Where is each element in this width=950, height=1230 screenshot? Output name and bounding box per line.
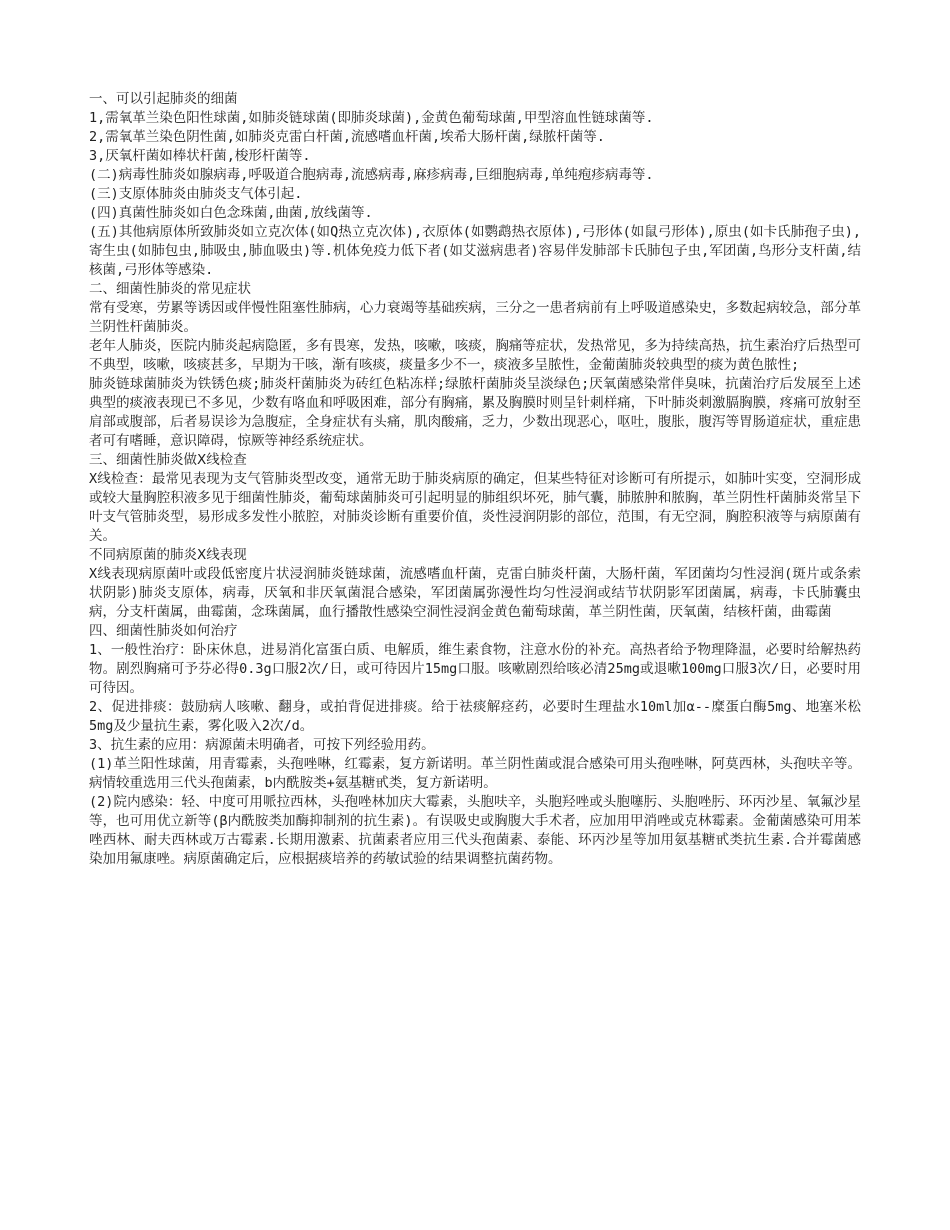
section-heading: 二、细菌性肺炎的常见症状 bbox=[89, 281, 251, 297]
paragraph: 2、促进排痰：鼓励病人咳嗽、翻身，或拍背促进排痰。给于祛痰解痉药，必要时生理盐水10ml加α--糜蛋白酶5mg、地塞米松5mg及少量抗生素，雾化吸入2次/d。 bbox=[89, 699, 861, 734]
paragraph: 老年人肺炎，医院内肺炎起病隐匿，多有畏寒，发热，咳嗽，咳痰，胸痛等症状，发热常见，多为持续高热，抗生素治疗后热型可不典型，咳嗽，咳痰甚多，早期为干咳，渐有咳痰，痰量多少不一，痰液多呈脓性，金葡菌肺炎较典型的痰为黄色脓性; bbox=[89, 338, 861, 373]
paragraph: X线表现病原菌叶或段低密度片状浸润肺炎链球菌，流感嗜血杆菌，克雷白肺炎杆菌，大肠杆菌，军团菌均匀性浸润(斑片或条索状阴影)肺炎支原体，病毒，厌氧和非厌氧菌混合感染，军团菌属弥漫性均匀性浸润或结节状阴影军团菌属，病毒，卡氏肺囊虫病，分支杆菌属，曲霉菌，念珠菌属，血行播散性感染空洞性浸润金黄色葡萄球菌，革兰阴性菌，厌氧菌，结核杆菌，曲霉菌 bbox=[89, 566, 861, 620]
paragraph: 1,需氧革兰染色阳性球菌,如肺炎链球菌(即肺炎球菌),金黄色葡萄球菌,甲型溶血性链球菌等. bbox=[89, 110, 654, 126]
section-symptoms bbox=[89, 280, 861, 451]
paragraph: (三)支原体肺炎由肺炎支气体引起. bbox=[89, 186, 303, 202]
paragraph: (五)其他病原体所致肺炎如立克次体(如Q热立克次体),衣原体(如鹦鹉热衣原体),弓形体(如鼠弓形体),原虫(如卡氏肺孢子虫),寄生虫(如肺包虫,肺吸虫,肺血吸虫)等.机体免疫力低下者(如艾滋病患者)容易伴发肺部卡氏肺包子虫,军团菌,鸟形分支杆菌,结核菌,弓形体等感染. bbox=[89, 224, 861, 278]
paragraph: (二)病毒性肺炎如腺病毒,呼吸道合胞病毒,流感病毒,麻疹病毒,巨细胞病毒,单纯疱疹病毒等. bbox=[89, 167, 654, 183]
section-heading: 三、细菌性肺炎做X线检查 bbox=[89, 452, 247, 468]
paragraph: (2)院内感染：轻、中度可用哌拉西林，头孢唑林加庆大霉素，头胞呋辛，头胞羟唑或头胞噻肟、头胞唑肟、环丙沙星、氧氟沙星等，也可用优立新等(β内酰胺类加酶抑制剂的抗生素)。有误吸史或胸腹大手术者，应加用甲消唑或克林霉素。金葡菌感染可用苯唑西林、耐夫西林或万古霉素.长期用激素、抗菌素者应用三代头孢菌素、泰能、环丙沙星等加用氨基糖甙类抗生素.合并霉菌感染加用氟康唑。病原菌确定后，应根据痰培养的药敏试验的结果调整抗菌药物。 bbox=[89, 794, 861, 867]
paragraph: X线检查：最常见表现为支气管肺炎型改变，通常无助于肺炎病原的确定，但某些特征对诊断可有所提示，如肺叶实变，空洞形成或较大量胸腔积液多见于细菌性肺炎，葡萄球菌肺炎可引起明显的肺组织坏死，肺气囊，肺脓肿和脓胸，革兰阴性杆菌肺炎常呈下叶支气管肺炎型，易形成多发性小脓腔，对肺炎诊断有重要价值，炎性浸润阴影的部位，范围，有无空洞，胸腔积液等与病原菌有关。 bbox=[89, 471, 861, 544]
paragraph: (1)革兰阳性球菌，用青霉素，头孢唑啉，红霉素，复方新诺明。革兰阴性菌或混合感染可用头孢唑啉，阿莫西林，头孢呋辛等。病情较重选用三代头孢菌素，b内酰胺类+氨基糖甙类，复方新诺明。 bbox=[89, 756, 861, 791]
section-heading: 四、细菌性肺炎如何治疗 bbox=[89, 623, 238, 639]
paragraph: 1、一般性治疗：卧床休息，进易消化富蛋白质、电解质，维生素食物，注意水份的补充。高热者给予物理降温，必要时给解热药物。剧烈胸痛可予芬必得0.3g口服2次/日，或可待因片15mg口服。咳嗽剧烈给咳必清25mg或退嗽100mg口服3次/日，必要时用可待因。 bbox=[89, 642, 861, 696]
section-xray bbox=[89, 451, 861, 622]
paragraph: 3,厌氧杆菌如棒状杆菌,梭形杆菌等. bbox=[89, 148, 311, 164]
subsection-heading: 不同病原菌的肺炎X线表现 bbox=[89, 547, 247, 563]
paragraph: 肺炎链球菌肺炎为铁锈色痰;肺炎杆菌肺炎为砖红色粘冻样;绿脓杆菌肺炎呈淡绿色;厌氧菌感染常伴臭味，抗菌治疗后发展至上述典型的痰液表现已不多见，少数有咯血和呼吸困难，部分有胸痛，累及胸膜时则呈针刺样痛，下叶肺炎刺激膈胸膜，疼痛可放射至肩部或腹部，后者易误诊为急腹症，全身症状有头痛，肌肉酸痛，乏力，少数出现恶心，呕吐，腹胀，腹泻等胃肠道症状，重症患者可有嗜睡，意识障碍，惊厥等神经系统症状。 bbox=[89, 376, 861, 449]
section-treatment bbox=[89, 622, 861, 869]
document-page bbox=[89, 90, 861, 869]
paragraph: 常有受寒，劳累等诱因或伴慢性阻塞性肺病，心力衰竭等基础疾病，三分之一患者病前有上呼吸道感染史，多数起病较急，部分革兰阴性杆菌肺炎。 bbox=[89, 300, 861, 335]
section-heading: 一、可以引起肺炎的细菌 bbox=[89, 91, 238, 107]
paragraph: 2,需氧革兰染色阴性菌,如肺炎克雷白杆菌,流感嗜血杆菌,埃希大肠杆菌,绿脓杆菌等. bbox=[89, 129, 605, 145]
paragraph: 3、抗生素的应用：病源菌未明确者，可按下列经验用药。 bbox=[89, 737, 435, 753]
paragraph: (四)真菌性肺炎如白色念珠菌,曲菌,放线菌等. bbox=[89, 205, 373, 221]
section-bacteria-causes bbox=[89, 90, 861, 280]
